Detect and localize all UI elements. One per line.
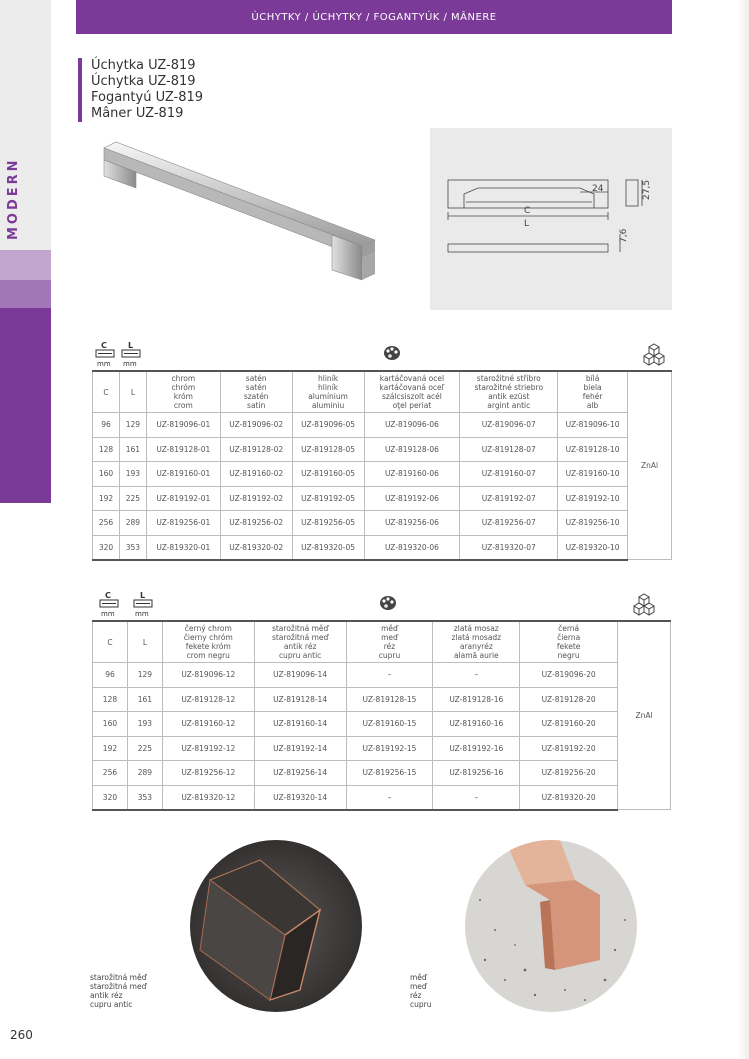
- column-header: C: [93, 371, 120, 413]
- table-row: 320 353 UZ-819320-12 UZ-819320-14 – – UZ-819320-20: [93, 785, 671, 810]
- section-header: ÚCHYTKY / ÚCHYTKY / FOGANTYÚK / MÂNERE: [76, 0, 672, 34]
- mm-label: mm: [135, 610, 149, 618]
- side-strip-light: [0, 250, 51, 280]
- mm-label: mm: [101, 610, 115, 618]
- column-header: kartáčovaná ocel kartáčovaná oceľ szálcsiszolt acél oţel periat: [364, 371, 460, 413]
- table-row: 128 161 UZ-819128-12 UZ-819128-14 UZ-819128-15 UZ-819128-16 UZ-819128-20: [93, 687, 671, 712]
- product-title: Úchytka UZ-819: [91, 74, 196, 89]
- dim-27-5: 27,5: [642, 179, 652, 200]
- column-header: měď meď réz cupru: [346, 621, 433, 663]
- column-header: chrom chróm króm crom: [146, 371, 220, 413]
- table-2-icons: [92, 590, 672, 620]
- mm-label: mm: [123, 360, 137, 368]
- column-header: bílá biela fehér alb: [558, 371, 628, 413]
- product-title: Úchytka UZ-819: [91, 58, 196, 73]
- column-header: satén satén szatén satin: [220, 371, 292, 413]
- dimension-diagram: [430, 128, 672, 310]
- handle-product-image: [100, 140, 380, 285]
- page-edge: [737, 0, 749, 1059]
- table-header-row: [93, 371, 672, 413]
- table-header-row: [93, 621, 671, 663]
- column-header: černá čierna fekete negru: [520, 621, 618, 663]
- column-header: zlatá mosaz zlatá mosadz aranyréz alamă aurie: [433, 621, 520, 663]
- product-title-block: [78, 58, 203, 122]
- material-cell: ZnAl: [628, 371, 672, 560]
- l-icon-label: L: [128, 341, 134, 350]
- dim-c: C: [524, 206, 531, 216]
- column-header: L: [127, 621, 162, 663]
- table-1: [92, 340, 672, 561]
- table-2: [92, 590, 672, 811]
- table-row: 320 353 UZ-819320-01 UZ-819320-02 UZ-819320-05 UZ-819320-06 UZ-819320-07 UZ-819320-10: [93, 535, 672, 560]
- product-title: Mâner UZ-819: [91, 106, 184, 121]
- mm-label: mm: [97, 360, 111, 368]
- material-cubes-icon: [642, 342, 666, 366]
- l-icon-label: L: [140, 591, 146, 600]
- ruler-c-icon: [94, 340, 116, 368]
- column-header: černý chrom čierny chróm fekete króm crom negru: [162, 621, 254, 663]
- table-row: 192 225 UZ-819192-12 UZ-819192-14 UZ-819192-15 UZ-819192-16 UZ-819192-20: [93, 736, 671, 761]
- palette-icon: [378, 594, 398, 612]
- table-row: 192 225 UZ-819192-01 UZ-819192-02 UZ-819192-05 UZ-819192-06 UZ-819192-07 UZ-819192-10: [93, 486, 672, 511]
- table-row: 256 289 UZ-819256-01 UZ-819256-02 UZ-819256-05 UZ-819256-06 UZ-819256-07 UZ-819256-10: [93, 511, 672, 536]
- c-icon-label: C: [101, 341, 107, 350]
- material-cell: ZnAl: [618, 621, 671, 810]
- side-strip-mid: [0, 280, 51, 308]
- table-row: 96 129 UZ-819096-12 UZ-819096-14 – – UZ-819096-20: [93, 663, 671, 688]
- ruler-c-icon: [98, 590, 120, 618]
- dim-24: 24: [592, 184, 604, 194]
- page-number: 260: [10, 1028, 33, 1042]
- dim-7-6: 7,6: [619, 228, 629, 243]
- code-table-2: [92, 620, 671, 811]
- table-row: 256 289 UZ-819256-12 UZ-819256-14 UZ-819256-15 UZ-819256-16 UZ-819256-20: [93, 761, 671, 786]
- category-label: MODERN: [6, 157, 21, 240]
- palette-icon: [382, 344, 402, 362]
- column-header: starožitné stříbro starožitné striebro antik ezüst argint antic: [460, 371, 558, 413]
- product-title: Fogantyú UZ-819: [91, 90, 204, 105]
- c-icon-label: C: [105, 591, 111, 600]
- antique-copper-detail-photo: [190, 840, 362, 1012]
- ruler-l-icon: [120, 340, 142, 368]
- column-header: C: [93, 621, 128, 663]
- technical-drawing: [430, 128, 672, 310]
- material-cubes-icon: [632, 592, 656, 616]
- caption-antique-copper: starožitná měď starožitná meď antik réz cupru antic: [90, 973, 147, 1009]
- copper-detail-photo: [465, 840, 637, 1012]
- code-table-1: [92, 370, 672, 561]
- side-strip-purple: [0, 308, 51, 503]
- table-row: 128 161 UZ-819128-01 UZ-819128-02 UZ-819128-05 UZ-819128-06 UZ-819128-07 UZ-819128-10: [93, 437, 672, 462]
- dim-l: L: [524, 219, 530, 229]
- column-header: L: [119, 371, 146, 413]
- table-row: 96 129 UZ-819096-01 UZ-819096-02 UZ-819096-05 UZ-819096-06 UZ-819096-07 UZ-819096-10: [93, 413, 672, 438]
- table-row: 160 193 UZ-819160-12 UZ-819160-14 UZ-819160-15 UZ-819160-16 UZ-819160-20: [93, 712, 671, 737]
- table-row: 160 193 UZ-819160-01 UZ-819160-02 UZ-819160-05 UZ-819160-06 UZ-819160-07 UZ-819160-10: [93, 462, 672, 487]
- ruler-l-icon: [132, 590, 154, 618]
- column-header: hliník hliník alumínium aluminiu: [292, 371, 364, 413]
- caption-copper: měď meď réz cupru: [410, 973, 432, 1009]
- column-header: starožitná měď starožitná meď antik réz cupru antic: [254, 621, 346, 663]
- table-1-icons: [92, 340, 672, 370]
